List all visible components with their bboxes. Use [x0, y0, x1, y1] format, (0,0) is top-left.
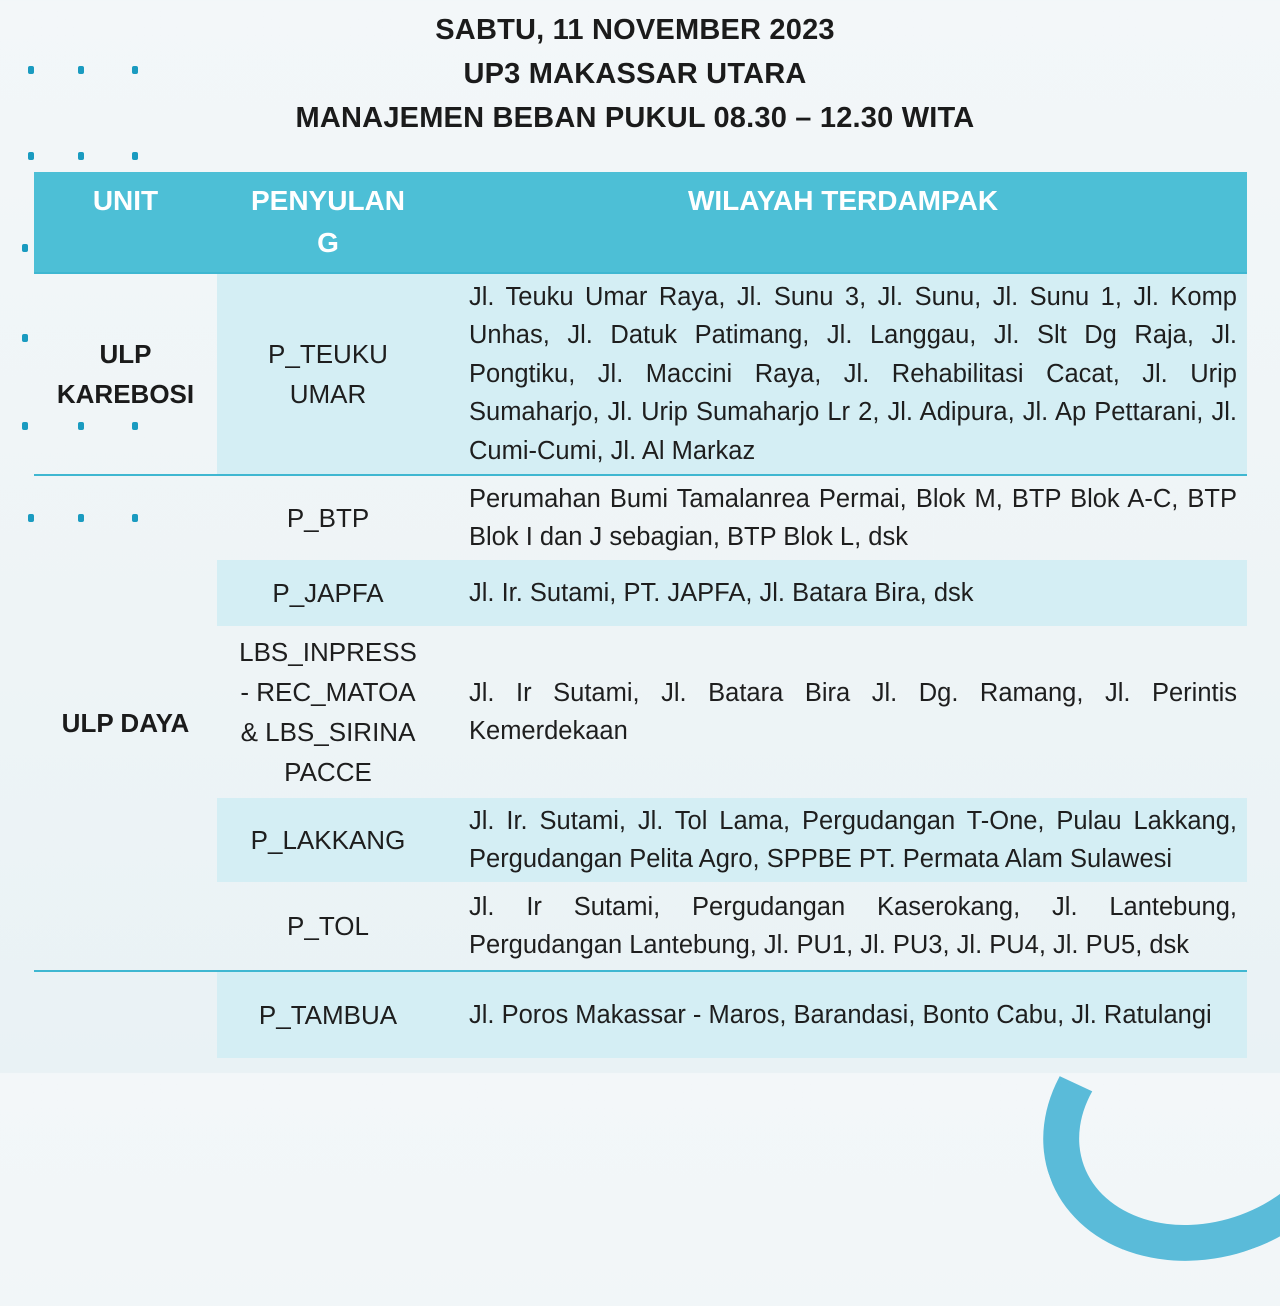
area-cell: [439, 972, 1247, 1058]
header-schedule: MANAJEMEN BEBAN PUKUL 08.30 – 12.30 WITA: [295, 102, 975, 134]
table-row: [217, 476, 1247, 560]
area-cell: [439, 274, 1247, 474]
header-date: SABTU, 11 NOVEMBER 2023: [435, 14, 835, 46]
unit-group-tambua: [34, 970, 1247, 1058]
page-header: [0, 8, 1270, 140]
feeder-cell: LBS_INPRESS - REC_MATOA & LBS_SIRINA PACCE: [239, 637, 417, 787]
table-header-row: [34, 172, 1247, 272]
decor-dot: [28, 152, 34, 160]
header-unit: UP3 MAKASSAR UTARA: [463, 58, 807, 90]
unit-cell: [34, 972, 217, 1058]
unit-cell: ULP DAYA: [61, 708, 190, 738]
feeder-rows: [217, 972, 1247, 1058]
area-cell: [439, 476, 1247, 560]
feeder-cell: P_TAMBUA: [258, 1000, 398, 1030]
area-text: Jl. Ir. Sutami, PT. JAPFA, Jl. Batara Bira, dsk: [469, 578, 974, 607]
feeder-cell: P_LAKKANG: [250, 825, 406, 855]
area-text: Jl. Ir. Sutami, Jl. Tol Lama, Pergudangan T-One, Pulau Lakkang, Pergudangan Pelita Agro, SPPBE PT. Permata Alam Sulawesi: [469, 806, 1237, 873]
area-text: Jl. Ir Sutami, Pergudangan Kaserokang, Jl. Lantebung, Pergudangan Lantebung, Jl. PU1, Jl. PU3, Jl. PU4, Jl. PU5, dsk: [469, 892, 1237, 959]
area-cell: [439, 798, 1247, 882]
feeder-rows: [217, 476, 1247, 970]
decor-dot: [132, 152, 138, 160]
area-text: Jl. Ir Sutami, Jl. Batara Bira Jl. Dg. Ramang, Jl. Perintis Kemerdekaan: [469, 678, 1237, 745]
feeder-cell: P_TOL: [287, 911, 369, 941]
feeder-cell: P_BTP: [286, 503, 370, 533]
table-row: [217, 560, 1247, 626]
column-header-area: WILAYAH TERDAMPAK: [687, 185, 999, 216]
unit-group-daya: [34, 474, 1247, 970]
area-text: Jl. Teuku Umar Raya, Jl. Sunu 3, Jl. Sunu, Jl. Sunu 1, Jl. Komp Unhas, Jl. Datuk Patimang, Jl. Langgau, Jl. Slt Dg Raja, Jl. Pongtiku, Jl. Maccini Raya, Jl. Rehabilitasi Cacat, Jl. Urip Sumaharjo, Jl. Urip Sumaharjo Lr 2, Jl. Adipura, Jl. Ap Pettarani, Jl. Cumi-Cumi, Jl. Al Markaz: [469, 282, 1237, 465]
area-text: Jl. Poros Makassar - Maros, Barandasi, Bonto Cabu, Jl. Ratulangi: [469, 1000, 1212, 1029]
decor-dot: [22, 244, 28, 252]
decor-dot: [22, 422, 28, 430]
unit-group-karebosi: [34, 272, 1247, 474]
column-header-unit: UNIT: [92, 185, 159, 216]
area-text: Perumahan Bumi Tamalanrea Permai, Blok M, BTP Blok A-C, BTP Blok I dan J sebagian, BTP Blok L, dsk: [469, 484, 1237, 551]
feeder-cell: P_TEUKU UMAR: [268, 339, 388, 409]
outage-table: [34, 172, 1247, 1058]
table-row: [217, 798, 1247, 882]
decor-dot: [78, 152, 84, 160]
table-row: [217, 882, 1247, 970]
feeder-rows: [217, 274, 1247, 474]
area-cell: [439, 626, 1247, 798]
area-cell: [439, 882, 1247, 970]
column-header-feeder: PENYULAN G: [250, 185, 405, 258]
decor-dot: [22, 334, 28, 342]
table-row: [217, 274, 1247, 474]
table-row: [217, 972, 1247, 1058]
feeder-cell: P_JAPFA: [272, 578, 384, 608]
area-cell: [439, 560, 1247, 626]
table-row: [217, 626, 1247, 798]
unit-cell: ULP KAREBOSI: [56, 339, 195, 409]
